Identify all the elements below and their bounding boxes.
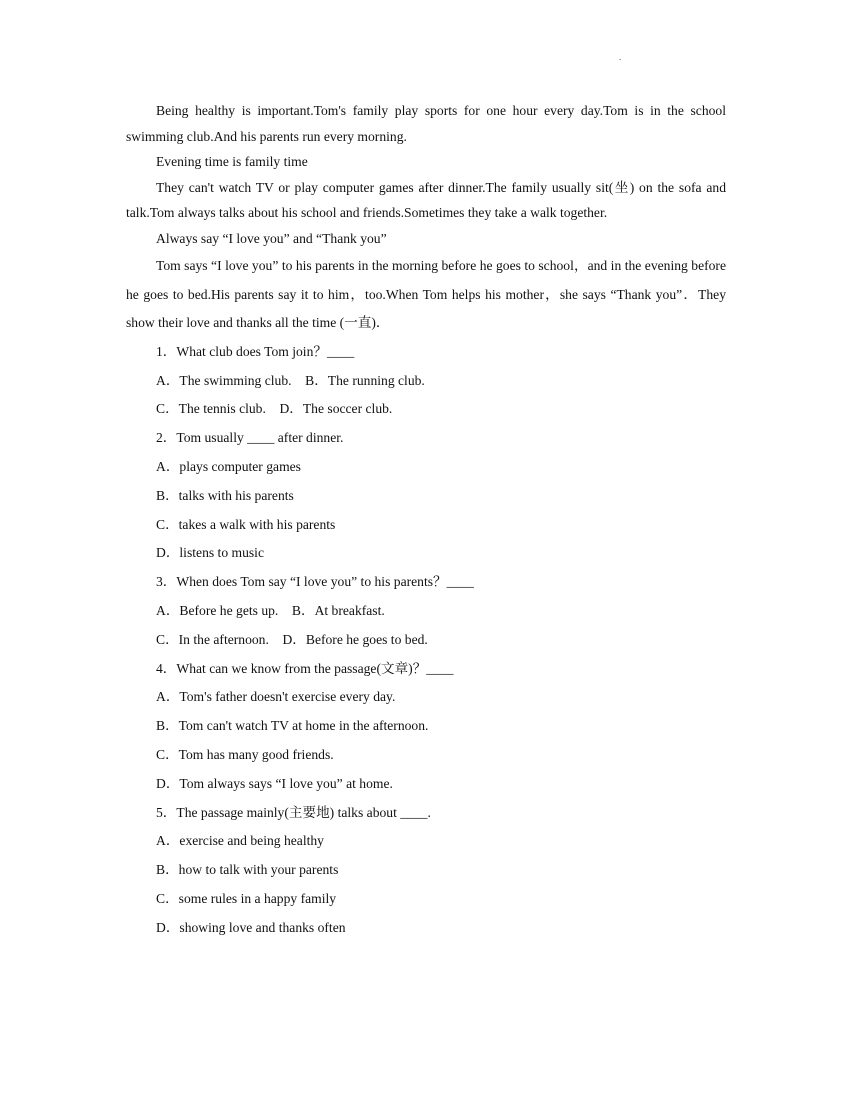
question-option: B．Tom can't watch TV at home in the afternoon. (156, 718, 429, 734)
question-5 (126, 799, 726, 943)
question-option: B．how to talk with your parents (156, 862, 339, 878)
question-option: D．showing love and thanks often (156, 919, 346, 935)
question-2 (126, 424, 726, 568)
question-option: B．talks with his parents (156, 487, 294, 503)
question-stem: 3．When does Tom say “I love you” to his parents？____ (156, 574, 474, 590)
question-1 (126, 338, 726, 424)
question-options: A．Before he gets up. B．At breakfast. (156, 602, 385, 618)
question-options: C．In the afternoon. D．Before he goes to bed. (156, 631, 428, 647)
page-mark: . (619, 52, 622, 62)
passage-paragraph: They can't watch TV or play computer games after dinner.The family usually sit(坐) on the sofa and talk.Tom always talks about his school and friends.Sometimes they take a walk together. (126, 179, 726, 220)
passage-subheading: Evening time is family time (156, 154, 308, 169)
question-options: C．The tennis club. D．The soccer club. (156, 401, 393, 417)
question-options: A．The swimming club. B．The running club. (156, 372, 425, 388)
question-option: A．Tom's father doesn't exercise every day. (156, 689, 396, 705)
question-4 (126, 655, 726, 799)
passage-subheading: Always say “I love you” and “Thank you” (156, 230, 387, 246)
question-option: A．exercise and being healthy (156, 833, 324, 849)
question-3 (126, 568, 726, 654)
document-body (126, 98, 726, 943)
question-stem: 2．Tom usually ____ after dinner. (156, 430, 344, 446)
question-option: D．listens to music (156, 545, 264, 561)
question-option: A．plays computer games (156, 458, 301, 474)
passage-paragraph: Tom says “I love you” to his parents in the morning before he goes to school，and in the evening before he goes to bed.His parents say it to him，too.When Tom helps his mother，she says “Thank you”．They show their love and thanks all the time (一直)． (126, 258, 726, 331)
question-stem: 4．What can we know from the passage(文章)？____ (156, 660, 454, 676)
question-option: D．Tom always says “I love you” at home. (156, 775, 393, 791)
question-option: C．takes a walk with his parents (156, 516, 336, 532)
question-stem: 1．What club does Tom join？____ (156, 343, 355, 359)
question-stem: 5．The passage mainly(主要地) talks about ____. (156, 804, 431, 820)
question-option: C．some rules in a happy family (156, 890, 337, 906)
question-option: C．Tom has many good friends. (156, 746, 334, 762)
passage-paragraph: Being healthy is important.Tom's family play sports for one hour every day.Tom is in the school swimming club.And his parents run every morning. (126, 103, 726, 144)
